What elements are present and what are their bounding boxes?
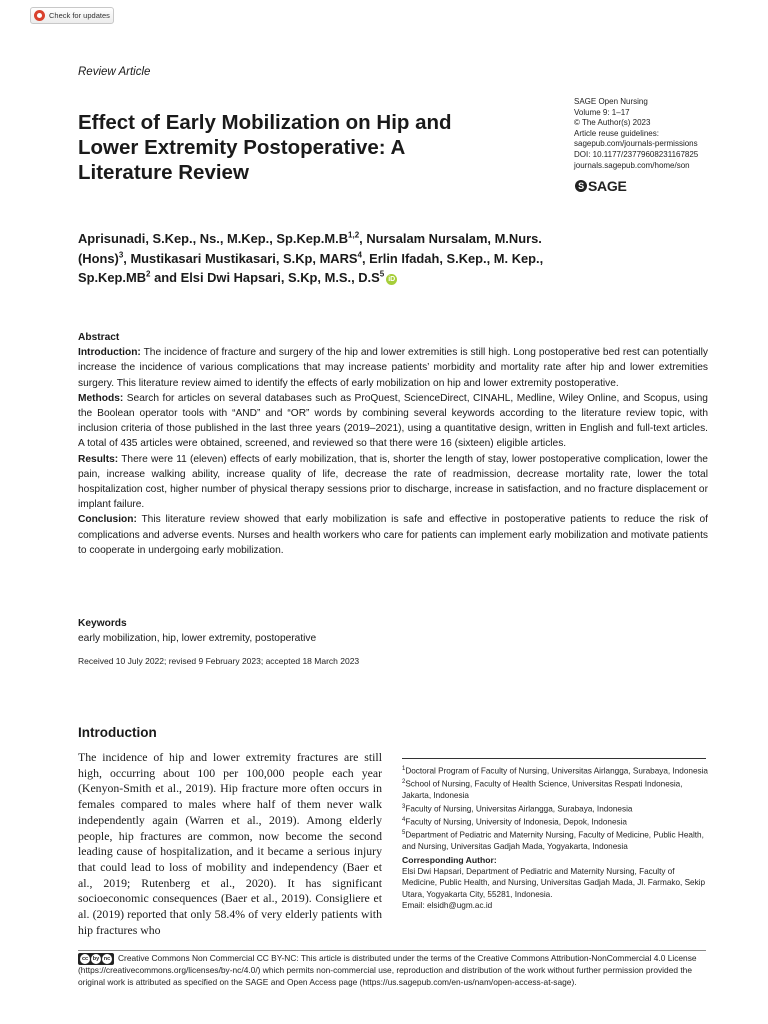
corresponding-author-heading: Corresponding Author:	[402, 854, 497, 865]
doi-link[interactable]: DOI: 10.1177/23779608231167825	[574, 149, 699, 159]
author-name[interactable]: Mustikasari Mustikasari, S.Kp, MARS	[130, 250, 358, 266]
sage-logo-text: SAGE	[588, 178, 627, 194]
affiliation-item	[402, 777, 708, 802]
affiliation-number: 5	[402, 829, 406, 836]
keywords	[78, 616, 708, 646]
abstract-section-text: This literature review showed that early mobilization is safe and effective in postoperative patients to reduce the risk of complications and adverse events. Nurses and health workers who care for patients can implement early mobilization and motivate patients to cooperate in undergoing early mobilization.	[78, 514, 708, 556]
author-affiliation-ref: 4	[357, 250, 362, 260]
journal-name: SAGE Open Nursing	[574, 97, 648, 106]
affiliation-text: Doctoral Program of Faculty of Nursing, Universitas Airlangga, Surabaya, Indonesia	[405, 766, 708, 776]
affiliation-item	[402, 802, 708, 815]
affiliation-number: 1	[402, 766, 406, 772]
article-title: Effect of Early Mobilization on Hip and Lower Extremity Postoperative: A Literature Review	[78, 111, 452, 184]
cc-by-icon: by	[92, 956, 100, 962]
journal-meta	[574, 97, 698, 171]
affiliations-divider	[402, 758, 706, 759]
abstract-section-label: Results:	[78, 453, 119, 465]
author-affiliation-ref: 2	[146, 269, 151, 279]
permissions-link[interactable]: sagepub.com/journals-permissions	[574, 139, 698, 149]
keywords-text: early mobilization, hip, lower extremity, postoperative	[78, 633, 317, 645]
corresponding-email	[402, 900, 708, 911]
reuse-guidelines-label: Article reuse guidelines:	[574, 128, 659, 138]
license-text: Creative Commons Non Commercial CC BY-NC: This article is distributed under the terms of the Creative Commons Attribution-NonCommercial 4.0 License (https://creativecommons.org/licenses/by-nc/4.0/) which permits non-commercial use, reproduction and distribution of the work without further permission provided the original work is attributed as specified on the SAGE and Open Access page (https://us.sagepub.com/en-us/nam/open-access-at-sage).	[78, 953, 697, 987]
author-name[interactable]: Erlin Ifadah, S.Kep., M. Kep., Sp.Kep.MB	[78, 250, 544, 285]
introduction-heading: Introduction	[78, 725, 157, 740]
update-icon	[34, 10, 45, 21]
corresponding-author-text: Elsi Dwi Hapsari, Department of Pediatric and Maternity Nursing, Faculty of Medicine, Public Health, and Nursing, Universitas Gadjah Mada, Jl. Farmako, Sekip Utara, Yogyakarta City, 55281, Indonesia.	[402, 866, 706, 899]
affiliation-item	[402, 815, 708, 828]
abstract-methods	[78, 391, 708, 452]
abstract-heading: Abstract	[78, 332, 120, 343]
abstract-section-label: Conclusion:	[78, 514, 137, 526]
author-separator: and	[150, 270, 181, 285]
abstract-section-text: Search for articles on several databases such as ProQuest, ScienceDirect, CINAHL, Medline, Wiley Online, and Scopus, using the Boolean operator tools with “AND” and “OR” words by combining several keywords according to the literature review topic, with inclusion criteria of those published in the last three years (2019–2021), using a quantitative design, written in English and full-text articles. A total of 435 articles were obtained, screened, and reviewed so that there were 16 (sixteen) eligible articles.	[78, 392, 708, 450]
author-name[interactable]: Nursalam Nursalam, M.Nurs. (Hons)	[78, 231, 542, 266]
abstract	[78, 330, 708, 558]
sage-logo-icon: S	[575, 180, 587, 192]
abstract-section-text: The incidence of fracture and surgery of the hip and lower extremities is still high. Long postoperative bed rest can potentially increase the incidence of various complications that may increase patients’ morbidity and mortality rate after hip and lower extremities surgery. This literature review aimed to identify the effects of early mobilization on hip and lower extremity postoperative.	[78, 347, 708, 389]
affiliation-item	[402, 828, 708, 853]
author-name[interactable]: Elsi Dwi Hapsari, S.Kp, M.S., D.S	[180, 270, 380, 285]
affiliation-text: Faculty of Nursing, Universitas Airlangga, Surabaya, Indonesia	[405, 804, 633, 814]
abstract-section-text: There were 11 (eleven) effects of early mobilization, that is, shorter the length of stay, lower postoperative complication, lower the pain, increase walking ability, increase quality of life, decrease the rate of readmission, decrease mortality rate, lower the total hospitalization cost, higher number of physical therapy sessions prior to discharge, increase in satisfaction, and no fracture displacement or implant failure.	[78, 453, 708, 511]
author-affiliation-ref: 3	[118, 250, 124, 260]
license-footer	[78, 953, 708, 988]
affiliation-text: Department of Pediatric and Maternity Nursing, Faculty of Medicine, Public Health, and Nursing, Universitas Gadjah Mada, Yogyakarta, Indonesia	[402, 830, 704, 852]
creative-commons-icon[interactable]	[78, 953, 114, 965]
cc-icon: cc	[81, 956, 89, 962]
abstract-section-label: Introduction:	[78, 347, 141, 359]
keywords-heading: Keywords	[78, 618, 127, 629]
sage-logo	[575, 178, 626, 194]
email-label: Email:	[402, 901, 425, 911]
abstract-section-label: Methods:	[78, 392, 124, 404]
abstract-conclusion	[78, 512, 708, 558]
author-separator: ,	[123, 250, 131, 266]
author-list	[78, 229, 558, 288]
cc-nc-icon: nc	[103, 956, 111, 962]
author-affiliation-ref: 1,2	[348, 230, 360, 240]
received-dates: Received 10 July 2022; revised 9 February 2023; accepted 18 March 2023	[78, 656, 360, 666]
affiliation-text: School of Nursing, Faculty of Health Science, Universitas Respati Indonesia, Jakarta, Indonesia	[402, 779, 683, 801]
author-separator: ,	[361, 250, 370, 266]
author-separator: ,	[359, 231, 367, 246]
affiliation-number: 2	[402, 779, 406, 786]
check-for-updates-button[interactable]	[30, 7, 114, 24]
orcid-icon[interactable]: iD	[388, 276, 396, 283]
abstract-introduction	[78, 345, 708, 391]
journal-volume: Volume 9: 1–17	[574, 107, 630, 117]
email-link[interactable]: elsidh@ugm.ac.id	[427, 901, 493, 911]
affiliation-text: Faculty of Nursing, University of Indonesia, Depok, Indonesia	[405, 817, 627, 827]
abstract-results	[78, 452, 708, 513]
affiliation-number: 4	[402, 816, 406, 823]
copyright: © The Author(s) 2023	[574, 118, 651, 128]
affiliation-number: 3	[402, 803, 406, 810]
author-name[interactable]: Aprisunadi, S.Kep., Ns., M.Kep., Sp.Kep.M.B	[78, 231, 349, 246]
affiliation-item	[402, 764, 708, 777]
check-for-updates-label: Check for updates	[49, 11, 110, 20]
introduction-text: The incidence of hip and lower extremity fractures are still high, occurring about 100 per 100,000 people each year (Kenyon-Smith et al., 2019). Hip fracture more often occurs in females compared to males where half of them never walk independently again (Warren et al., 2019). Among elderly people, hip fractures are common, now become the second leading cause of hospitalization, and it became a serious injury that could lead to loss of mobility and independency (Baer et al., 2019; Rutenberg et al., 2020). It has significant socioeconomic consequences (Baer et al., 2019). Consigliere et al. (2019) reported that only 58.4% of very elderly patients with hip fractures who	[78, 750, 382, 937]
author-affiliation-ref: 5	[379, 269, 385, 279]
footer-divider	[78, 950, 706, 951]
affiliations	[402, 764, 708, 912]
journal-homepage-link[interactable]: journals.sagepub.com/home/son	[574, 160, 690, 170]
article-type: Review Article	[78, 66, 151, 78]
